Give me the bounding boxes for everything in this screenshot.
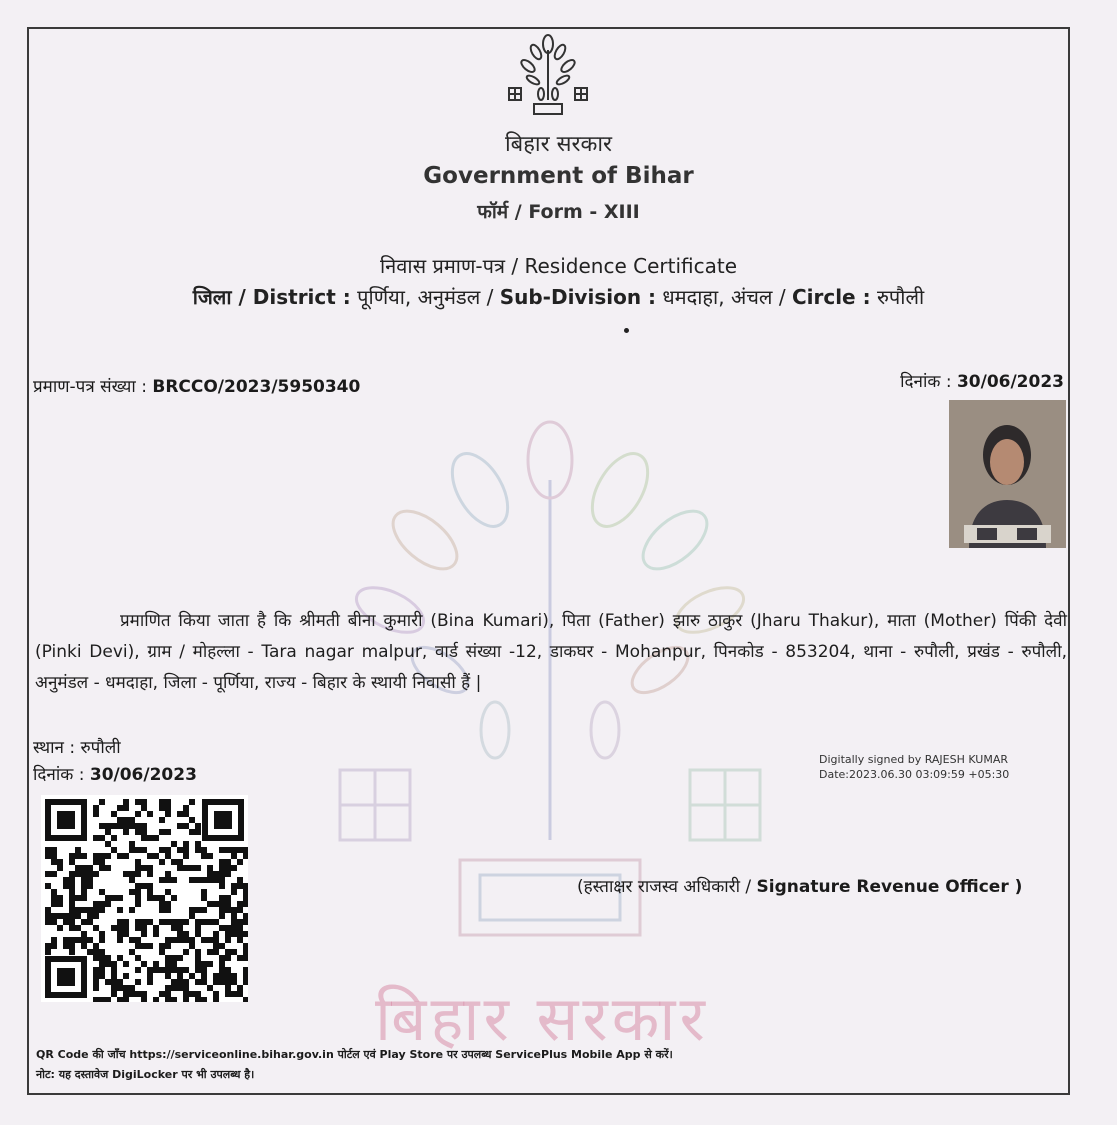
certificate-title-english: Residence Certificate xyxy=(524,254,737,278)
form-label: फॉर्म / Form - XIII xyxy=(477,201,640,223)
issue-date-value: 30/06/2023 xyxy=(89,765,197,785)
digital-signature-date: Date:2023.06.30 03:09:59 +05:30 xyxy=(819,768,1010,781)
footer-digilocker-note: नोट: यह दस्तावेज DigiLocker पर भी उपलब्ध है। xyxy=(36,1068,255,1081)
issue-date-label: दिनांक : xyxy=(33,765,90,785)
certificate-title-separator: / xyxy=(505,254,525,278)
footer-qr-note: QR Code की जाँच https://serviceonline.bihar.gov.in पोर्टल एवं Play Store पर उपलब्ध ServicePlus Mobile App से करें। xyxy=(36,1048,673,1061)
signature-label xyxy=(577,874,1022,897)
circle-label: Circle : xyxy=(791,285,871,309)
header-government-title: Government of Bihar xyxy=(423,163,694,189)
digital-signature-signer: Digitally signed by RAJESH KUMAR xyxy=(819,753,1009,766)
certificate-number-value: BRCCO/2023/5950340 xyxy=(152,377,361,397)
subdivision-label: Sub-Division : xyxy=(499,285,657,309)
district-value: पूर्णिया, अनुमंडल / xyxy=(350,285,500,309)
certificate-title-hindi: निवास प्रमाण-पत्र xyxy=(379,254,506,278)
certificate-body: प्रमाणित किया जाता है कि श्रीमती बीना कुमारी (Bina Kumari), पिता (Father) झारु ठाकुर (Jharu Thakur), माता (Mother) पिंकी देवी (Pinki Devi), ग्राम / मोहल्ला - Tara nagar malpur, वार्ड संख्या -12, डाकघर - Mohanpur, पिनकोड - 853204, थाना - रुपौली, प्रखंड - रुपौली, अनुमंडल - धमदाहा, जिला - पूर्णिया, राज्य - बिहार के स्थायी निवासी हैं | xyxy=(35,611,1067,693)
applicant-photo xyxy=(949,400,1066,548)
header-hindi-title: बिहार सरकार xyxy=(504,132,613,157)
qr-code[interactable] xyxy=(41,795,248,1002)
issue-place-value: रुपौली xyxy=(80,738,121,758)
certificate-number-label: प्रमाण-पत्र संख्या : xyxy=(33,377,153,397)
subdivision-value: धमदाहा, अंचल / xyxy=(656,285,792,309)
district-line xyxy=(0,283,1117,310)
certificate-date-label: दिनांक : xyxy=(900,372,957,392)
digital-signature xyxy=(819,752,1009,782)
bihar-emblem-icon xyxy=(503,30,593,120)
signature-label-hindi: (हस्ताक्षर राजस्व अधिकारी / xyxy=(577,877,757,897)
watermark-text: बिहार सरकार xyxy=(375,982,709,1055)
signature-label-english: Signature Revenue Officer ) xyxy=(756,877,1023,897)
district-label: जिला / District : xyxy=(192,285,351,309)
issue-place xyxy=(33,735,121,758)
certificate-date-value: 30/06/2023 xyxy=(956,372,1064,392)
issue-date xyxy=(33,762,197,785)
center-dot xyxy=(624,328,629,333)
certificate-date xyxy=(900,369,1064,392)
certificate-number xyxy=(33,374,360,397)
circle-value: रुपौली xyxy=(870,285,925,309)
certificate-title xyxy=(0,252,1117,279)
issue-place-label: स्थान : xyxy=(33,738,81,758)
